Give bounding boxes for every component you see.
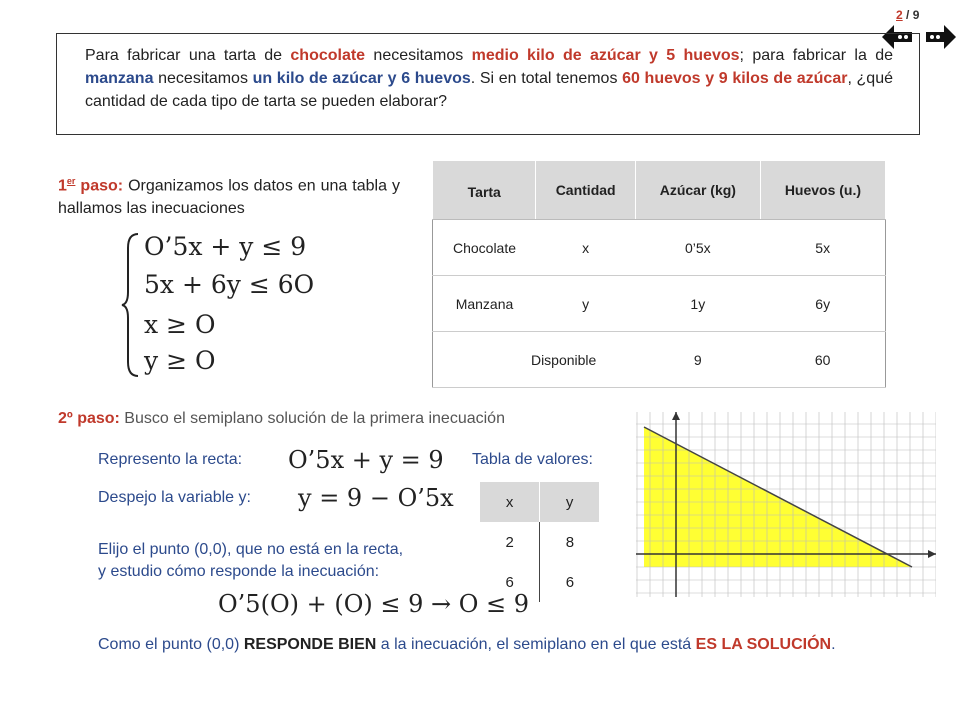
- inequality-2: 5x + 6y ≤ 6O: [144, 270, 315, 299]
- step2-label: 2º paso:: [58, 410, 120, 427]
- left-brace-icon: [120, 230, 140, 380]
- step1-label: paso:: [75, 177, 124, 195]
- conclusion-text: [98, 636, 836, 654]
- table-row-disponible: [433, 332, 886, 388]
- problem-text-5: . Si en total tenemos: [470, 70, 623, 87]
- page-current: 2: [896, 8, 903, 22]
- elijo-line-1: Elijo el punto (0,0), que no está en la recta,: [98, 541, 404, 558]
- cell-azucar: 1y: [635, 276, 760, 332]
- elijo-line-2: y estudio cómo responde la inecuación:: [98, 563, 380, 580]
- conclusion-part-2: a la inecuación, el semiplano en el que está: [376, 636, 696, 653]
- value-y: 6: [565, 573, 575, 591]
- problem-highlight-chocolate: chocolate: [290, 47, 366, 64]
- cell-huevos: 6y: [760, 276, 885, 332]
- solved-equation: y = 9 − O’5x: [298, 484, 454, 512]
- inequality-system: [120, 230, 330, 380]
- problem-text-1: Para fabricar una tarta de: [85, 47, 291, 64]
- header-tarta: Tarta: [433, 161, 536, 220]
- table-row: [433, 220, 886, 276]
- data-table: [432, 160, 886, 388]
- half-plane-graph: [636, 412, 936, 597]
- values-header-row: [480, 482, 600, 522]
- represent-label: Represento la recta:: [98, 451, 243, 468]
- header-azucar: Azúcar (kg): [635, 161, 760, 220]
- values-table: [480, 482, 600, 602]
- x-axis-arrow-icon: [928, 550, 936, 558]
- conclusion-bold-1: RESPONDE BIEN: [243, 636, 377, 653]
- problem-statement-box: [56, 33, 920, 135]
- cell-huevos: 5x: [760, 220, 885, 276]
- next-slide-button[interactable]: [924, 22, 958, 52]
- y-axis-arrow-icon: [672, 412, 680, 420]
- data-table-header-row: [433, 161, 886, 220]
- problem-text-2: necesitamos: [365, 47, 472, 64]
- step1-superscript: er: [66, 176, 76, 186]
- cell-cantidad: x: [536, 220, 635, 276]
- conclusion-part-3: .: [831, 636, 836, 653]
- step2-description: Busco el semiplano solución de la primera inecuación: [119, 410, 505, 427]
- inequality-4: y ≥ O: [144, 346, 216, 375]
- table-row: [480, 522, 600, 562]
- cell-disponible-huevos: 60: [760, 332, 885, 388]
- despejo-label: Despejo la variable y:: [98, 489, 251, 506]
- step1-number: 1: [58, 177, 67, 195]
- page-counter: [896, 8, 919, 22]
- step1-description: Organizamos los datos en una tabla y hallamos las inecuaciones: [58, 177, 400, 218]
- problem-highlight-manzana-needs: un kilo de azúcar y 6 huevos: [252, 70, 471, 87]
- inequality-1: O’5x + y ≤ 9: [144, 232, 307, 261]
- problem-highlight-totals: 60 huevos y 9 kilos de azúcar: [622, 70, 848, 87]
- cell-tarta: Manzana: [433, 276, 536, 332]
- problem-text-6: , ¿qué cantidad de cada tipo de tarta se pueden elaborar?: [85, 70, 893, 110]
- table-row: [433, 276, 886, 332]
- page-total: / 9: [906, 8, 920, 22]
- header-huevos: Huevos (u.): [760, 161, 885, 220]
- values-header-y: y: [540, 482, 600, 522]
- conclusion-bold-2: ES LA SOLUCIÓN: [695, 636, 832, 653]
- value-y: 8: [565, 533, 575, 551]
- problem-highlight-manzana: manzana: [85, 70, 154, 87]
- value-x: 2: [480, 522, 540, 562]
- cell-tarta: Chocolate: [433, 220, 536, 276]
- step1-text: [58, 170, 400, 220]
- values-table-label: Tabla de valores:: [472, 451, 593, 468]
- elijo-text: [98, 539, 403, 583]
- inequality-3: x ≥ O: [144, 310, 216, 339]
- cell-cantidad: y: [536, 276, 635, 332]
- check-equation: O’5(O) + (O) ≤ 9 → O ≤ 9: [218, 590, 530, 618]
- problem-highlight-chocolate-needs: medio kilo de azúcar y 5 huevos: [471, 47, 740, 64]
- arrow-right-icon: [924, 22, 958, 52]
- value-x: 6: [480, 562, 540, 602]
- values-header-x: x: [480, 482, 540, 522]
- problem-text-4: necesitamos: [153, 70, 253, 87]
- table-row: [480, 562, 600, 602]
- header-cantidad: Cantidad: [536, 161, 635, 220]
- cell-disponible-azucar: 9: [635, 332, 760, 388]
- step2-title: [58, 410, 505, 428]
- problem-text-3: ; para fabricar la de: [739, 47, 893, 64]
- line-equation: O’5x + y = 9: [288, 446, 444, 474]
- cell-azucar: 0’5x: [635, 220, 760, 276]
- conclusion-part-1: Como el punto (0,0): [98, 636, 244, 653]
- cell-disponible: Disponible: [433, 332, 636, 388]
